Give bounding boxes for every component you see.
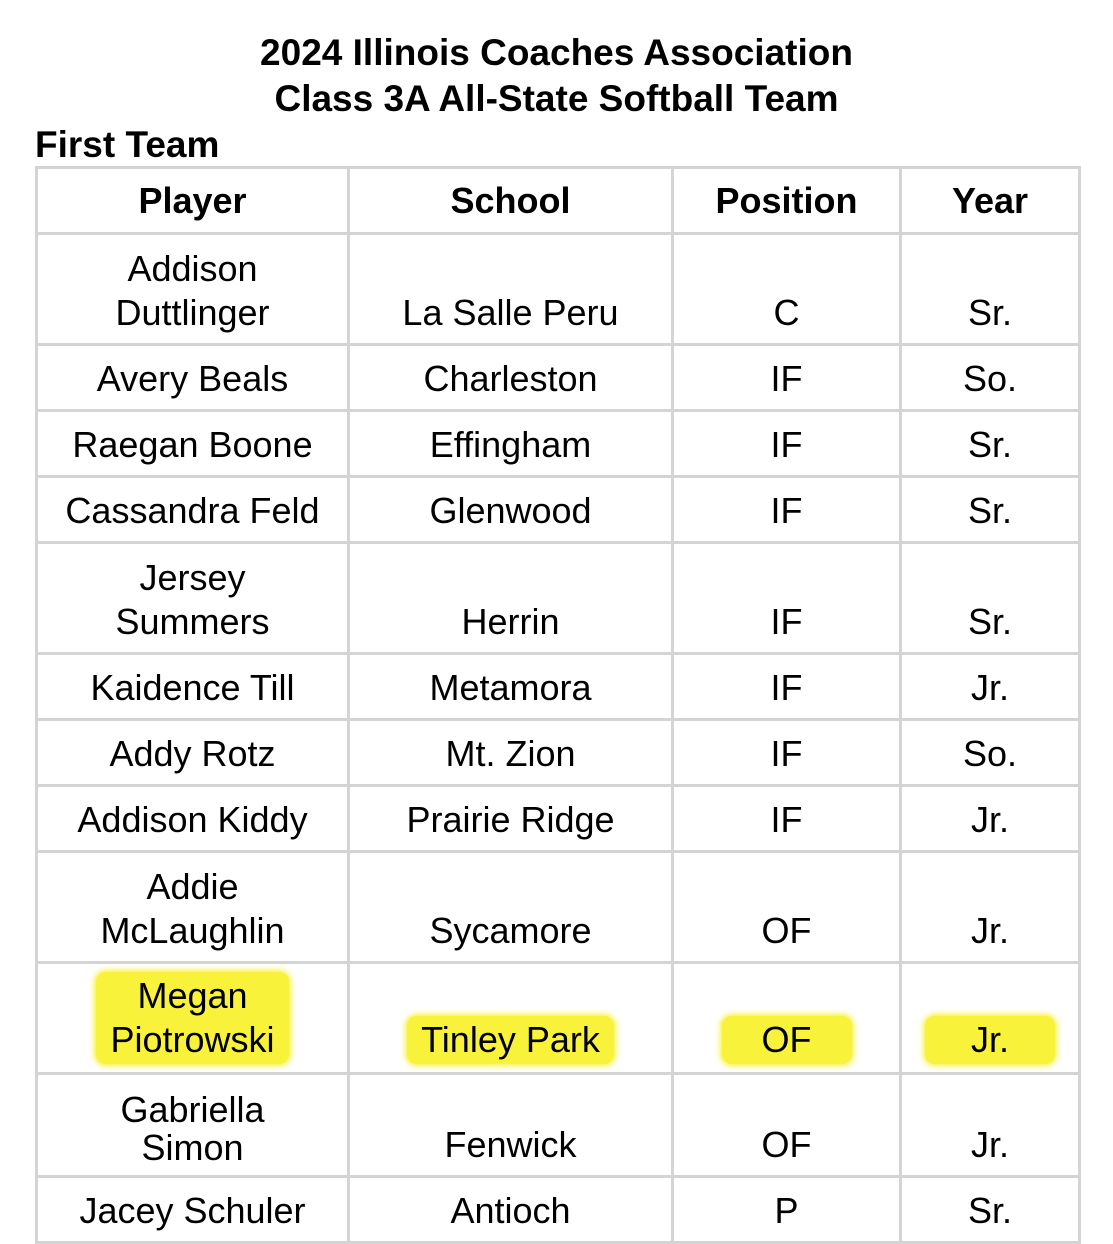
all-state-table (35, 166, 1081, 1244)
position-cell: IF (673, 654, 901, 720)
position-cell: P (673, 1177, 901, 1243)
player-cell (37, 543, 349, 654)
school-cell: Fenwick (349, 1074, 673, 1177)
section-heading: First Team (35, 124, 220, 165)
year-cell: Jr. (901, 852, 1080, 963)
school-cell: Effingham (349, 411, 673, 477)
player-cell: Addy Rotz (37, 720, 349, 786)
position-cell: IF (673, 543, 901, 654)
table-row (37, 1177, 1080, 1243)
player-cell (37, 963, 349, 1074)
table-row (37, 852, 1080, 963)
player-name-line-2: Piotrowski (110, 1019, 275, 1060)
school-cell: Prairie Ridge (349, 786, 673, 852)
year-cell: Sr. (901, 477, 1080, 543)
player-cell: Cassandra Feld (37, 477, 349, 543)
document-title-line-1: 2024 Illinois Coaches Association (260, 32, 853, 73)
position-cell: IF (673, 345, 901, 411)
school-cell: Glenwood (349, 477, 673, 543)
player-name-line-1: Jersey (139, 557, 246, 598)
position-cell: IF (673, 720, 901, 786)
highlight-marker: Jr. (925, 1016, 1055, 1064)
player-cell (37, 234, 349, 345)
column-header-position: Position (673, 168, 901, 234)
player-name-line-2: Simon (141, 1127, 244, 1168)
school-cell: Sycamore (349, 852, 673, 963)
highlight-marker: Tinley Park (407, 1016, 614, 1064)
year-cell: Jr. (901, 654, 1080, 720)
table-row (37, 234, 1080, 345)
player-name-line-2: Summers (115, 601, 270, 642)
position-cell: IF (673, 477, 901, 543)
position-cell: IF (673, 411, 901, 477)
position-cell: OF (673, 1074, 901, 1177)
table-row (37, 654, 1080, 720)
year-cell (901, 963, 1080, 1074)
table-row (37, 543, 1080, 654)
player-cell: Addison Kiddy (37, 786, 349, 852)
year-cell: So. (901, 345, 1080, 411)
player-name-line-1: Gabriella (120, 1089, 265, 1130)
year-cell: Sr. (901, 234, 1080, 345)
player-cell (37, 852, 349, 963)
column-header-year: Year (901, 168, 1080, 234)
table-row (37, 1074, 1080, 1177)
school-cell: Antioch (349, 1177, 673, 1243)
player-name-line-2: McLaughlin (100, 910, 285, 951)
school-cell: Metamora (349, 654, 673, 720)
table-row (37, 720, 1080, 786)
player-cell: Raegan Boone (37, 411, 349, 477)
player-cell: Kaidence Till (37, 654, 349, 720)
player-name-line-1: Addison (127, 248, 258, 289)
year-cell: Sr. (901, 411, 1080, 477)
year-cell: Jr. (901, 786, 1080, 852)
school-cell (349, 963, 673, 1074)
column-header-school: School (349, 168, 673, 234)
school-cell: La Salle Peru (349, 234, 673, 345)
position-cell: C (673, 234, 901, 345)
school-cell: Charleston (349, 345, 673, 411)
school-cell: Herrin (349, 543, 673, 654)
table-row (37, 477, 1080, 543)
column-header-player: Player (37, 168, 349, 234)
position-cell: OF (673, 852, 901, 963)
document-title-line-2: Class 3A All-State Softball Team (274, 78, 839, 119)
school-cell: Mt. Zion (349, 720, 673, 786)
table-row (37, 411, 1080, 477)
highlight-marker (96, 972, 288, 1064)
table-header-row (37, 168, 1080, 234)
player-cell: Jacey Schuler (37, 1177, 349, 1243)
highlight-marker: OF (722, 1016, 852, 1064)
year-cell: Sr. (901, 543, 1080, 654)
table-row (37, 786, 1080, 852)
table-row (37, 345, 1080, 411)
position-cell (673, 963, 901, 1074)
table-row-highlighted (37, 963, 1080, 1074)
player-name-line-1: Megan (137, 975, 248, 1016)
player-name-line-1: Addie (146, 866, 239, 907)
player-cell: Avery Beals (37, 345, 349, 411)
position-cell: IF (673, 786, 901, 852)
player-cell (37, 1074, 349, 1177)
player-name-line-2: Duttlinger (115, 292, 270, 333)
year-cell: So. (901, 720, 1080, 786)
year-cell: Sr. (901, 1177, 1080, 1243)
year-cell: Jr. (901, 1074, 1080, 1177)
